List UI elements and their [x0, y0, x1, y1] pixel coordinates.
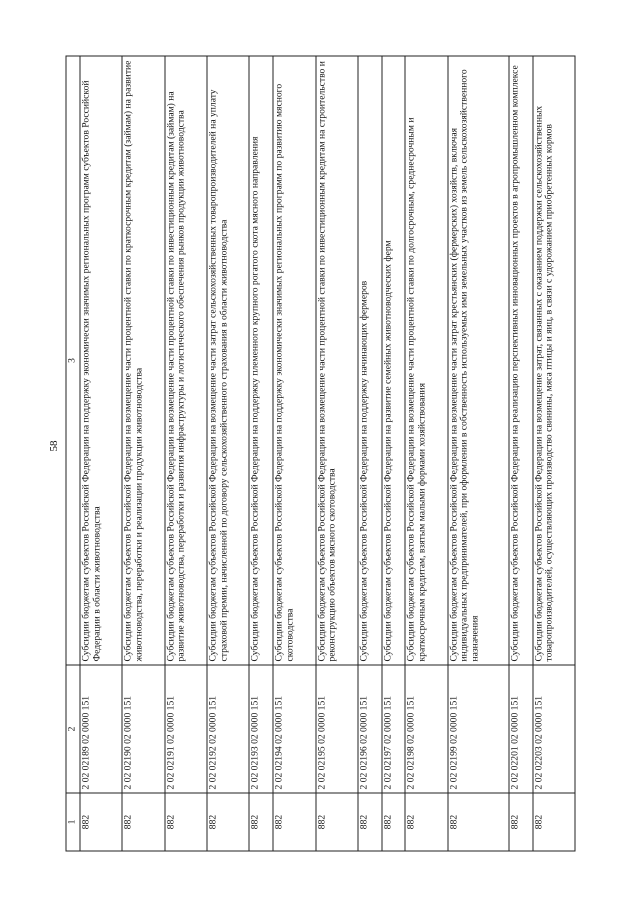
table-row — [249, 56, 273, 851]
admin-code-cell: 882 — [122, 793, 164, 851]
budget-code-cell: 2 02 02191 02 0000 151 — [164, 665, 206, 793]
header-row — [66, 56, 80, 851]
description-cell: Субсидии бюджетам субъектов Российской Федерации на поддержку начинающих фермеров — [357, 56, 381, 665]
table-container — [65, 57, 575, 852]
table-row — [447, 56, 508, 851]
table-row — [273, 56, 315, 851]
description-cell: Субсидии бюджетам субъектов Российской Федерации на возмещение затрат, связанных с оказанием поддержки сельскохозяйственных товаропроизводителей, осуществляющих производство свинины, мяса птицы и яиц, в связи с удорожанием приобретенных кормов — [532, 56, 575, 665]
budget-code-cell: 2 02 02201 02 0000 151 — [508, 665, 532, 793]
description-cell: Субсидии бюджетам субъектов Российской Федерации на поддержку племенного крупного рогатого скота мясного направления — [249, 56, 273, 665]
table-row — [357, 56, 381, 851]
description-cell: Субсидии бюджетам субъектов Российской Федерации на возмещение части процентной ставки по инвестиционным кредитам (займам) на развитие животноводства, переработки и развития инфраструктуры и логистического обеспечения рынков продукции животноводства — [164, 56, 206, 665]
admin-code-cell: 882 — [357, 793, 381, 851]
table-row — [80, 56, 122, 851]
admin-code-cell: 882 — [532, 793, 575, 851]
admin-code-cell: 882 — [508, 793, 532, 851]
description-cell: Субсидии бюджетам субъектов Российской Федерации на возмещение части процентной ставки по инвестиционным кредитам на строительство и реконструкцию объектов мясного скотоводства — [315, 56, 357, 665]
budget-code-cell: 2 02 02194 02 0000 151 — [273, 665, 315, 793]
header-col-1: 1 — [66, 793, 80, 851]
description-cell: Субсидии бюджетам субъектов Российской Федерации на реализацию перспективных инновационных проектов в агропромышленном комплексе — [508, 56, 532, 665]
budget-code-cell: 2 02 02197 02 0000 151 — [381, 665, 405, 793]
budget-code-cell: 2 02 02195 02 0000 151 — [315, 665, 357, 793]
admin-code-cell: 882 — [164, 793, 206, 851]
admin-code-cell: 882 — [447, 793, 508, 851]
budget-code-cell: 2 02 02193 02 0000 151 — [249, 665, 273, 793]
description-cell: Субсидии бюджетам субъектов Российской Федерации на возмещение части затрат крестьянских (фермерских) хозяйств, включая индивидуальных предпринимателей, при оформлении в собственность используемых ими земельных участков из земель сельскохозяйственного назначения — [447, 56, 508, 665]
budget-codes-table — [65, 56, 575, 852]
table-row — [405, 56, 447, 851]
description-cell: Субсидии бюджетам субъектов Российской Федерации на возмещение части затрат сельскохозяйственных товаропроизводителей на уплату страховой премии, начисленной по договору сельскохозяйственного страхования в области животноводства — [207, 56, 249, 665]
budget-code-cell: 2 02 02190 02 0000 151 — [122, 665, 164, 793]
header-col-2: 2 — [66, 665, 80, 793]
admin-code-cell: 882 — [273, 793, 315, 851]
admin-code-cell: 882 — [207, 793, 249, 851]
description-cell: Субсидии бюджетам субъектов Российской Федерации на поддержку экономически значимых региональных программ субъектов Российской Федерации в области животноводства — [80, 56, 122, 665]
table-header — [66, 56, 80, 851]
page-number: 58 — [48, 440, 60, 452]
budget-code-cell: 2 02 02199 02 0000 151 — [447, 665, 508, 793]
table-row — [315, 56, 357, 851]
admin-code-cell: 882 — [381, 793, 405, 851]
table-row — [207, 56, 249, 851]
budget-code-cell: 2 02 02198 02 0000 151 — [405, 665, 447, 793]
table-row — [164, 56, 206, 851]
budget-code-cell: 2 02 02203 02 0000 151 — [532, 665, 575, 793]
description-cell: Субсидии бюджетам субъектов Российской Федерации на возмещение части процентной ставки по долгосрочным, среднесрочным и краткосрочным кредитам, взятым малыми формами хозяйствования — [405, 56, 447, 665]
table-row — [532, 56, 575, 851]
budget-code-cell: 2 02 02196 02 0000 151 — [357, 665, 381, 793]
admin-code-cell: 882 — [249, 793, 273, 851]
table-body — [80, 56, 575, 851]
table-row — [508, 56, 532, 851]
admin-code-cell: 882 — [315, 793, 357, 851]
table-row — [122, 56, 164, 851]
table-row — [381, 56, 405, 851]
admin-code-cell: 882 — [405, 793, 447, 851]
description-cell: Субсидии бюджетам субъектов Российской Федерации на возмещение части процентной ставки по краткосрочным кредитам (займам) на развитие животноводства, переработки и реализации продукции животноводства — [122, 56, 164, 665]
budget-code-cell: 2 02 02189 02 0000 151 — [80, 665, 122, 793]
description-cell: Субсидии бюджетам субъектов Российской Федерации на поддержку экономически значимых региональных программ по развитию мясного скотоводства — [273, 56, 315, 665]
admin-code-cell: 882 — [80, 793, 122, 851]
header-col-3: 3 — [66, 56, 80, 665]
description-cell: Субсидии бюджетам субъектов Российской Федерации на развитие семейных животноводческих ферм — [381, 56, 405, 665]
budget-code-cell: 2 02 02192 02 0000 151 — [207, 665, 249, 793]
